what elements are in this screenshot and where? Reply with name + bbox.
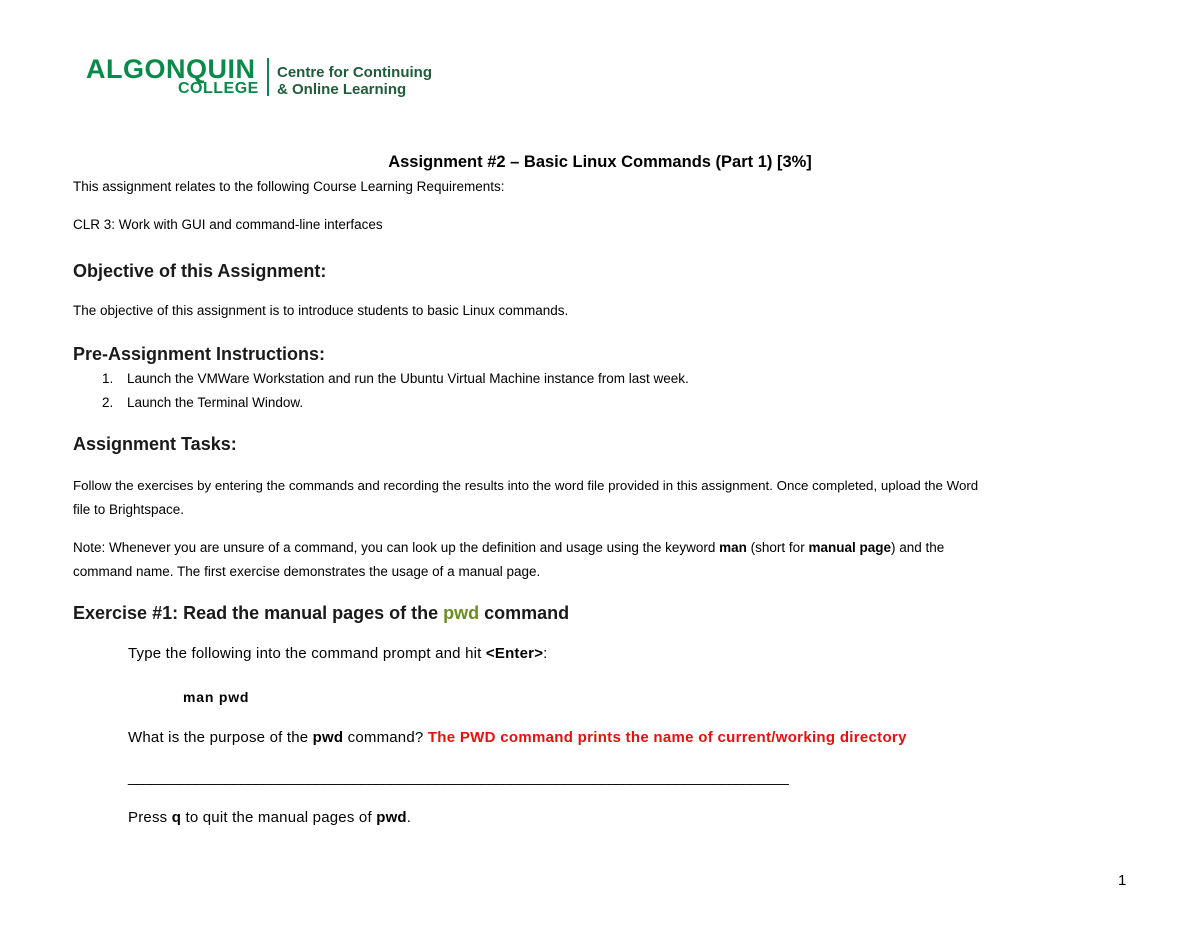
list-item-number: 2. [102,395,114,410]
college-logo [86,54,456,100]
tasks-paragraph-line2: file to Brightspace. [73,502,185,517]
type-instruction [128,643,548,665]
note-text-a: Whenever you are unsure of a command, you can look up the definition and usage using the keyword [105,540,720,555]
quit-cmd: pwd [376,809,407,826]
question-cmd: pwd [312,729,344,746]
quit-key: q [171,809,182,826]
quit-text-c: . [406,809,412,826]
list-item-text: Launch the VMWare Workstation and run the Ubuntu Virtual Machine instance from last week. [127,371,689,386]
question-line [128,727,907,749]
enter-key: <Enter> [485,645,544,662]
answer-text: The PWD command prints the name of current/working directory [427,729,907,746]
exercise1-heading-b: command [479,603,570,623]
tasks-paragraph-line1: Follow the exercises by entering the commands and recording the results into the word file provided in this assignment. Once completed, upload the Word [73,478,979,493]
note-manual-page: manual page [808,540,891,555]
page-number: 1 [1118,872,1127,889]
exercise1-heading-a: Exercise #1: Read the manual pages of the [73,603,444,623]
note-man: man [719,540,747,555]
page-title: Assignment #2 – Basic Linux Commands (Part 1) [3%] [388,153,812,171]
question-text-a: What is the purpose of the [128,729,313,746]
objective-heading: Objective of this Assignment: [73,261,327,281]
pre-heading: Pre-Assignment Instructions: [73,344,326,364]
logo-college: COLLEGE [178,80,259,97]
note-text-c: ) and the [890,540,945,555]
note-text-b: (short for [746,540,809,555]
note-line2: command name. The first exercise demonstrates the usage of a manual page. [73,564,541,579]
exercise1-heading [73,600,569,626]
objective-text: The objective of this assignment is to introduce students to basic Linux commands. [73,303,569,318]
type-text-b: : [543,645,548,662]
note-line1 [73,536,944,560]
note-label: Note: [73,540,106,555]
quit-text-b: to quit the manual pages of [181,809,377,826]
clr-text: CLR 3: Work with GUI and command-line interfaces [73,217,383,232]
type-text-a: Type the following into the command prompt and hit [128,645,486,662]
answer-blank-line: ________________________________________________________________________________________ [128,770,789,786]
quit-text-a: Press [128,809,172,826]
quit-instruction [128,807,411,829]
exercise1-heading-cmd: pwd [443,603,480,623]
intro-text: This assignment relates to the following Course Learning Requirements: [73,179,505,194]
logo-algonquin: ALGONQUIN [86,54,256,84]
logo-divider [267,58,269,96]
tasks-heading: Assignment Tasks: [73,434,237,454]
logo-online: & Online Learning [277,81,407,98]
list-item-number: 1. [102,371,114,386]
command-text: man pwd [183,689,250,705]
list-item-text: Launch the Terminal Window. [127,395,304,410]
logo-centre: Centre for Continuing [277,64,432,81]
question-text-b: command? [343,729,428,746]
